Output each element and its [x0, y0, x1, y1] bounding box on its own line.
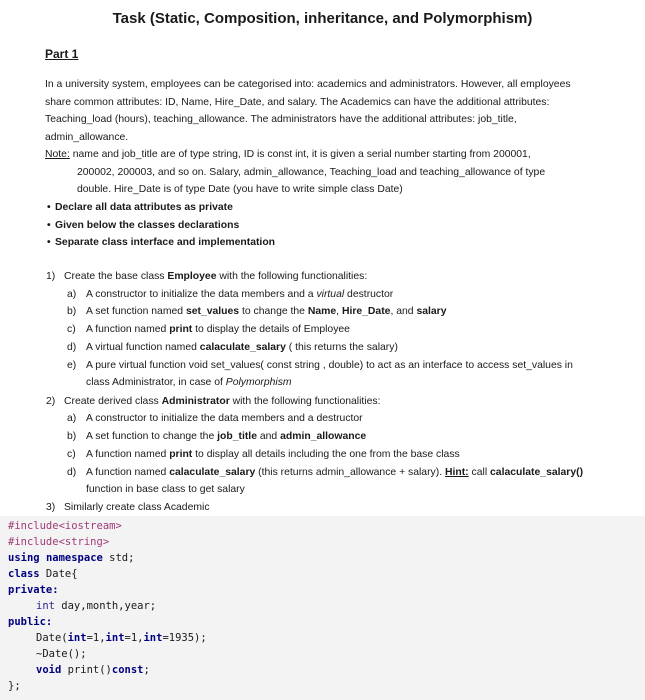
- code-line: private:: [8, 584, 59, 596]
- keyword: namespace: [45, 552, 103, 564]
- text: with the following functionalities:: [216, 271, 368, 282]
- text-bold: Name: [307, 306, 337, 317]
- task-1a: [86, 289, 393, 300]
- bullet-dot-icon: •: [47, 237, 51, 248]
- bullet-item: [47, 220, 239, 231]
- code-line: [8, 552, 134, 564]
- task-2b: [86, 431, 366, 442]
- text: A function named: [86, 324, 170, 335]
- note-text: name and job_title are of type string, ID is const int, it is given a serial number starting from 200001,: [69, 149, 531, 160]
- class-name: Administrator: [161, 396, 230, 407]
- text-italic: virtual: [316, 289, 345, 300]
- code-line: #include<string>: [8, 536, 110, 548]
- bullet-text: Declare all data attributes as private: [55, 202, 233, 213]
- hint-label: Hint:: [444, 467, 469, 478]
- task-1c: [86, 324, 350, 335]
- task-2c: [86, 449, 460, 460]
- sub-marker: e): [67, 360, 77, 371]
- text: call: [468, 467, 491, 478]
- task-1e-line-2: [86, 377, 292, 388]
- text: , and: [390, 306, 417, 317]
- task-2d-line-2: function in base class to get salary: [86, 484, 245, 495]
- text: Create derived class: [64, 396, 162, 407]
- text-bold: calaculate_salary: [169, 467, 256, 478]
- code-text: =1935);: [162, 632, 207, 644]
- text-bold: set_values: [185, 306, 240, 317]
- intro-line: admin_allowance.: [45, 131, 129, 143]
- note-line-3: double. Hire_Date is of type Date (you have to write simple class Date): [77, 184, 403, 195]
- sub-marker: d): [67, 342, 77, 353]
- sub-marker: a): [67, 413, 77, 424]
- code-line: [36, 600, 156, 612]
- sub-marker: b): [67, 431, 77, 442]
- sub-marker: c): [67, 324, 76, 335]
- task-1-heading: [64, 271, 367, 282]
- sub-marker: d): [67, 467, 77, 478]
- text: A function named: [86, 467, 170, 478]
- code-text: std;: [102, 552, 135, 564]
- task-2-heading: [64, 396, 380, 407]
- text: destructor: [344, 289, 394, 300]
- task-1b: [86, 306, 447, 317]
- code-text: Date(: [36, 632, 68, 644]
- text-bold: print: [169, 449, 193, 460]
- intro-paragraph: [45, 76, 630, 146]
- task-1d: [86, 342, 398, 353]
- keyword: const: [111, 664, 144, 676]
- keyword: int: [36, 600, 55, 612]
- bullet-dot-icon: •: [47, 202, 51, 213]
- bullet-text: Separate class interface and implementation: [55, 237, 276, 248]
- text: to display all details including the one from the base class: [192, 449, 460, 460]
- page-title: Task (Static, Composition, inheritance, and Polymorphism): [112, 10, 533, 27]
- code-text: day,month,year;: [54, 600, 157, 612]
- bullet-item: [47, 237, 275, 248]
- note-label: Note:: [45, 149, 70, 160]
- text-bold: calaculate_salary: [199, 342, 286, 353]
- task-number: 2): [46, 396, 56, 407]
- code-text: =1,: [124, 632, 144, 644]
- text: and: [256, 431, 281, 442]
- bullet-text: Given below the classes declarations: [55, 220, 240, 231]
- keyword: using: [8, 552, 40, 564]
- code-text: ;: [143, 664, 150, 676]
- class-name: Employee: [167, 271, 217, 282]
- note-line-1: [45, 146, 531, 164]
- code-text: print(): [61, 664, 112, 676]
- text-bold: print: [169, 324, 193, 335]
- text-bold: admin_allowance: [280, 431, 367, 442]
- sub-marker: b): [67, 306, 77, 317]
- sub-marker: c): [67, 449, 76, 460]
- text-bold: salary: [416, 306, 447, 317]
- text: A set function to change the: [86, 431, 218, 442]
- sub-marker: a): [67, 289, 77, 300]
- text-bold: job_title: [217, 431, 257, 442]
- code-text: =1,: [86, 632, 106, 644]
- task-3-heading: Similarly create class Academic: [64, 502, 210, 513]
- text: ( this returns the salary): [285, 342, 398, 353]
- keyword: int: [143, 632, 163, 644]
- text: A constructor to initialize the data members and a: [86, 289, 317, 300]
- text: to display the details of Employee: [192, 324, 350, 335]
- keyword: void: [36, 664, 62, 676]
- text: with the following functionalities:: [229, 396, 381, 407]
- task-2d-line-1: [86, 467, 583, 478]
- code-line: [36, 664, 150, 676]
- code-line: [8, 568, 78, 580]
- text: A set function named: [86, 306, 186, 317]
- keyword: int: [67, 632, 87, 644]
- code-block: [0, 516, 645, 700]
- intro-line: Teaching_load (hours), teaching_allowance. The administrators have the additional attributes: job_title,: [45, 114, 517, 125]
- task-number: 3): [46, 502, 56, 513]
- intro-line: In a university system, employees can be categorised into: academics and administrators. However, all employees: [45, 79, 571, 90]
- part-label: Part 1: [45, 47, 79, 61]
- text: ,: [336, 306, 342, 317]
- code-line: #include<iostream>: [8, 520, 122, 532]
- text: A virtual function named: [86, 342, 200, 353]
- text: A function named: [86, 449, 170, 460]
- code-line: [36, 632, 207, 644]
- keyword: class: [8, 568, 40, 580]
- task-number: 1): [46, 271, 56, 282]
- bullet-dot-icon: •: [47, 220, 51, 231]
- code-line: ~Date();: [36, 648, 87, 660]
- keyword: int: [105, 632, 125, 644]
- code-line: public:: [8, 616, 53, 628]
- text-italic: Polymorphism: [225, 377, 292, 388]
- code-text: Date{: [39, 568, 78, 580]
- code-line: };: [8, 680, 21, 692]
- text: class Administrator, in case of: [86, 377, 226, 388]
- bullet-item: [47, 202, 233, 213]
- text-bold: calaculate_salary(): [490, 467, 584, 478]
- text-bold: Hire_Date: [341, 306, 391, 317]
- text: Create the base class: [64, 271, 168, 282]
- text: to change the: [239, 306, 308, 317]
- note-line-2: 200002, 200003, and so on. Salary, admin_allowance, Teaching_load and teaching_allowance of type: [77, 167, 546, 178]
- intro-line: share common attributes: ID, Name, Hire_Date, and salary. The Academics can have the additional attributes:: [45, 96, 550, 108]
- task-2a: A constructor to initialize the data members and a destructor: [86, 413, 363, 424]
- text: (this returns admin_allowance + salary).: [255, 467, 445, 478]
- task-1e-line-1: A pure virtual function void set_values( const string , double) to act as an interface to access set_values in: [86, 360, 573, 371]
